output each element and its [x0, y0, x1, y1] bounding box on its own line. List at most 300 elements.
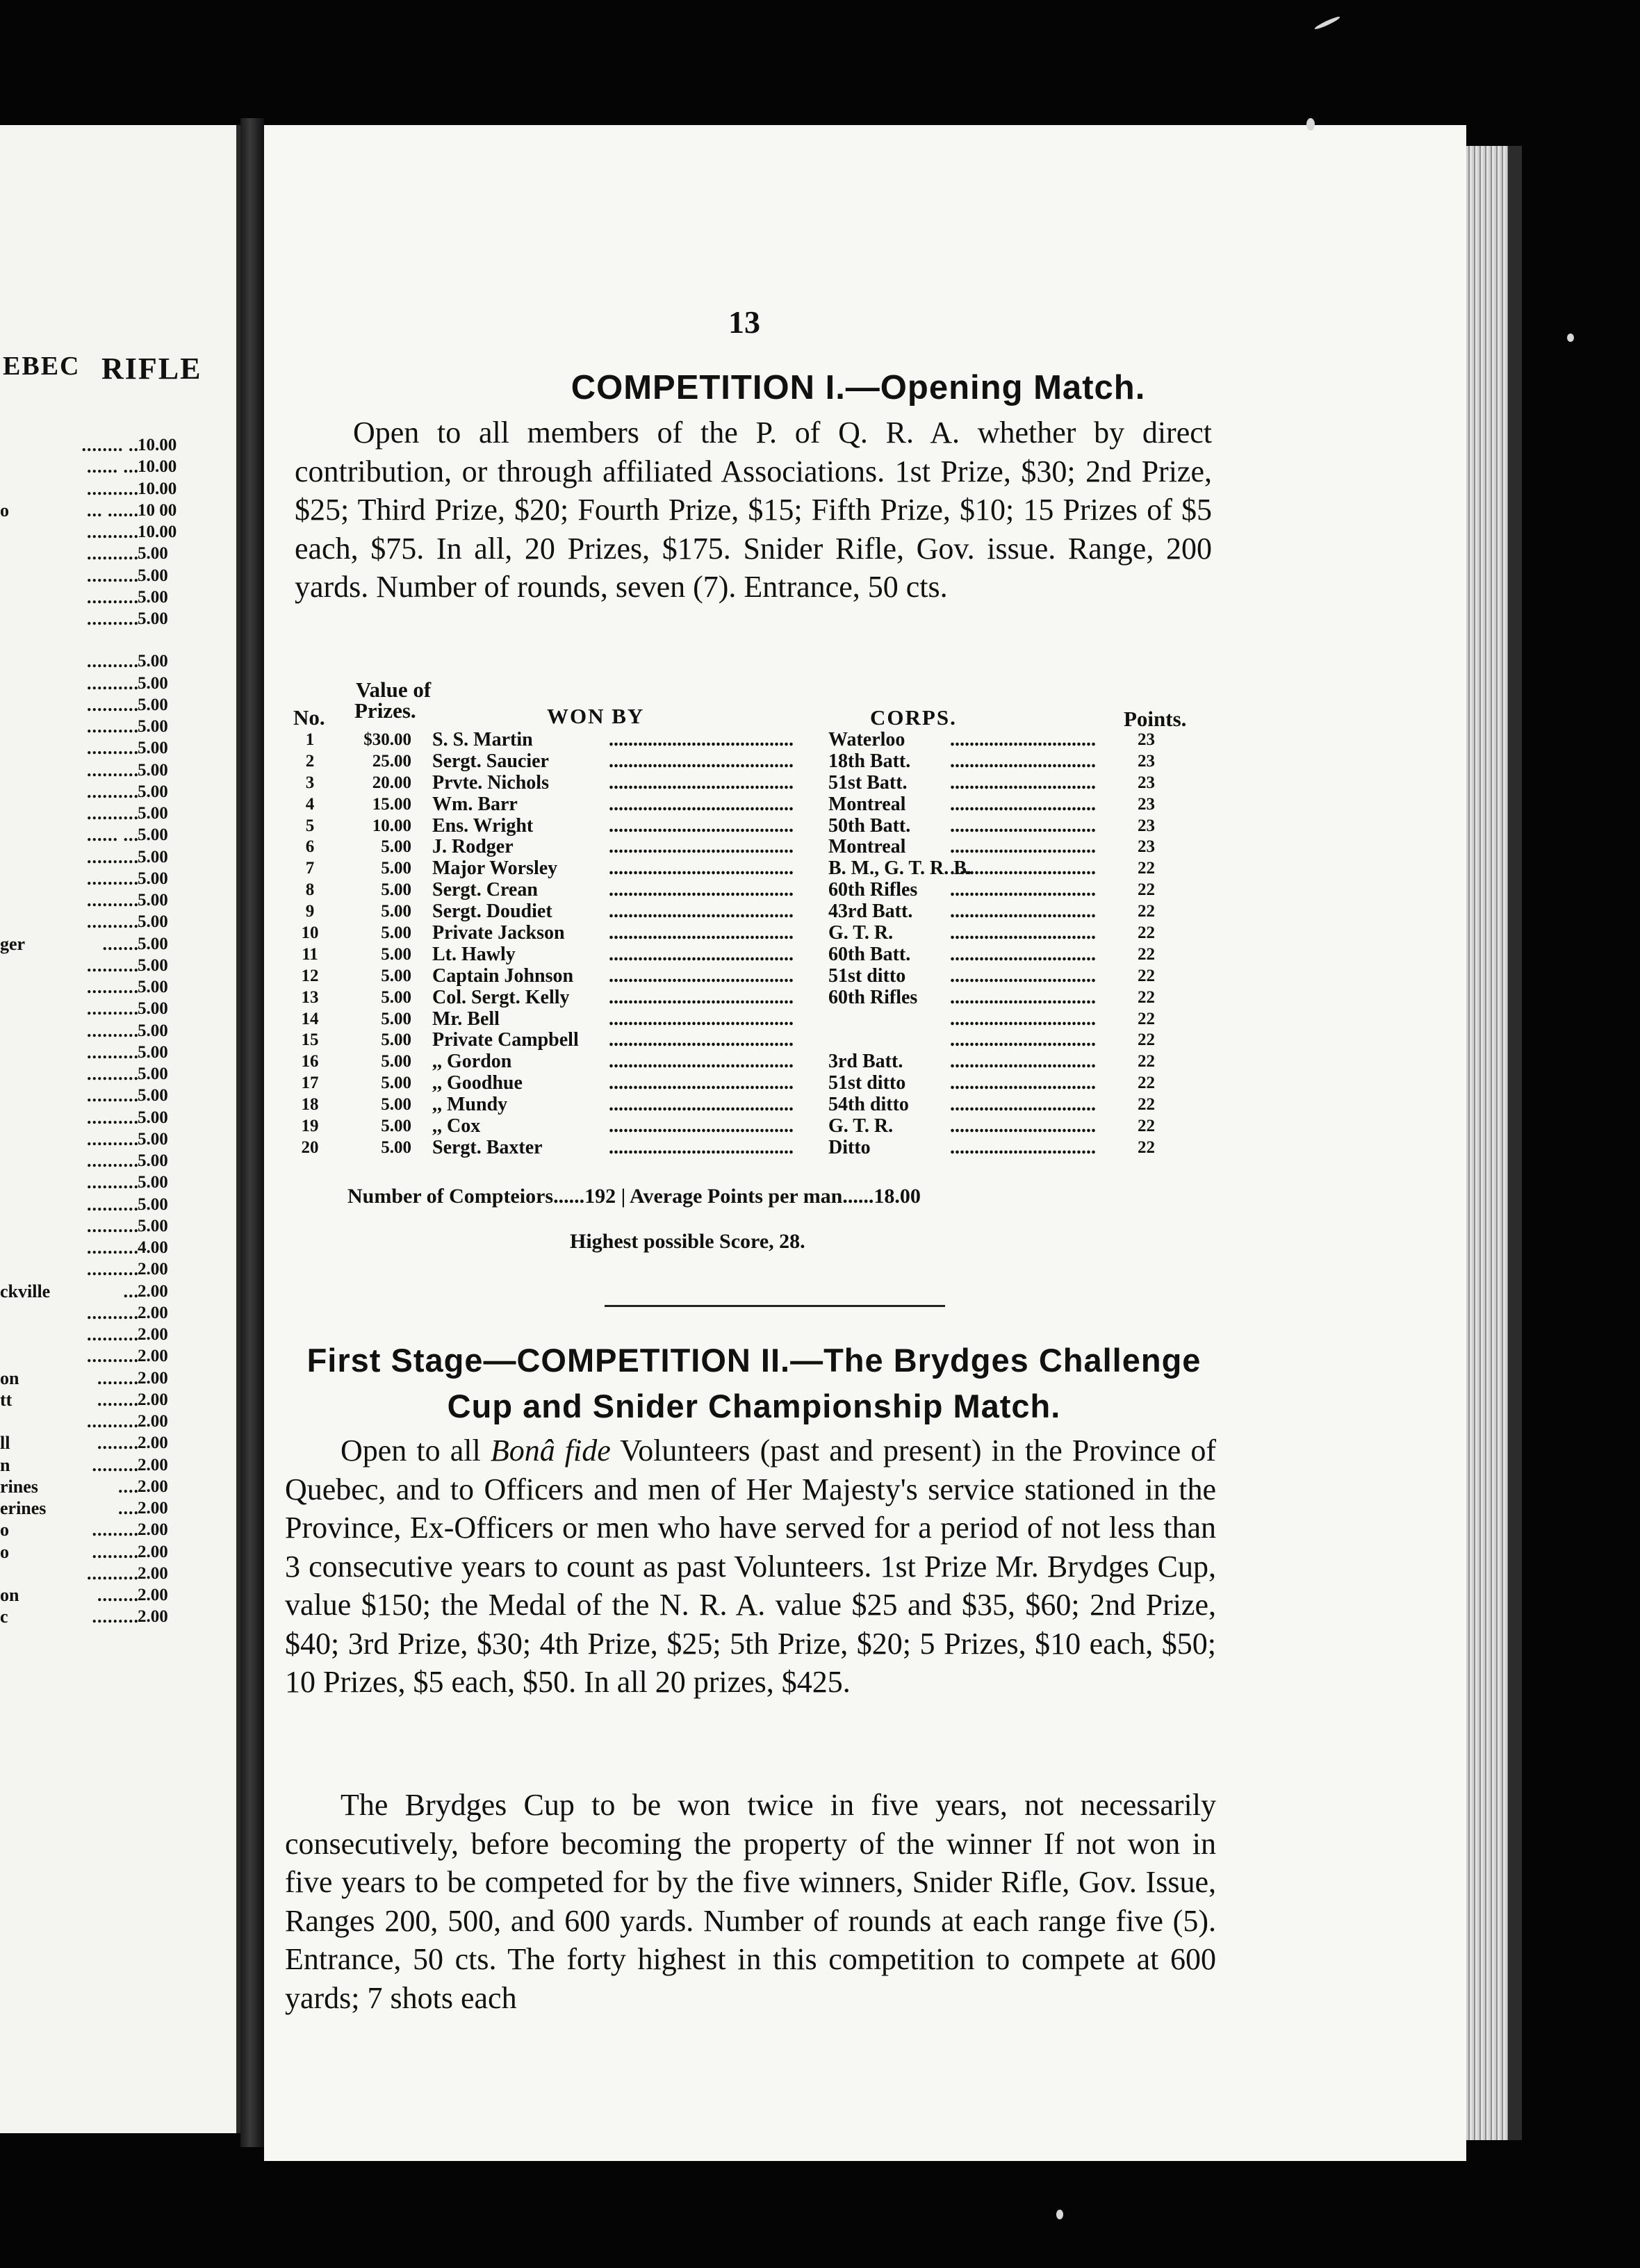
facing-row-leader: .......... — [87, 1151, 139, 1171]
table-row — [293, 966, 1224, 987]
cell-no: 16 — [301, 1052, 319, 1071]
facing-page-row — [0, 434, 202, 456]
cell-no: 18 — [301, 1095, 319, 1115]
facing-page-row — [0, 1107, 202, 1128]
facing-row-leader: .... — [118, 1476, 139, 1497]
facing-page-gap — [0, 630, 202, 650]
facing-row-leader: .......... — [87, 1128, 139, 1149]
dot-leader: .............................. — [950, 880, 1096, 901]
dot-leader: .............................. — [950, 1030, 1096, 1051]
competition-1-description — [295, 413, 1212, 607]
dot-leader: ...................................... — [609, 1073, 794, 1094]
dot-leader: .............................. — [950, 794, 1096, 815]
facing-row-leader: ...... ... — [87, 825, 139, 846]
facing-page-row — [0, 1476, 202, 1497]
facing-row-value: 5.00 — [138, 544, 168, 564]
facing-page-row — [0, 1042, 202, 1063]
facing-row-leader: ... — [123, 1281, 139, 1301]
facing-row-value: 5.00 — [138, 717, 168, 736]
cell-points: 22 — [1138, 1030, 1155, 1050]
facing-page-row — [0, 1389, 202, 1411]
dot-leader: ...................................... — [609, 1137, 794, 1158]
facing-row-value: 5.00 — [138, 1194, 168, 1214]
cell-points: 22 — [1138, 987, 1155, 1007]
facing-row-label: ger — [0, 933, 26, 954]
cell-prize-value: 5.00 — [381, 944, 411, 964]
facing-page-row — [0, 933, 202, 955]
header-corps: CORPS. — [870, 705, 957, 730]
facing-row-value: 5.00 — [138, 999, 168, 1019]
facing-page-row — [0, 1128, 202, 1150]
header-value-line2: Prizes. — [354, 698, 416, 723]
facing-page-row — [0, 955, 202, 976]
cell-prize-value: 5.00 — [381, 1030, 411, 1050]
facing-row-value: 5.00 — [138, 804, 168, 823]
facing-row-value: 5.00 — [138, 760, 168, 780]
cell-prize-value: 10.00 — [372, 816, 411, 835]
facing-row-leader: .......... — [87, 586, 139, 607]
scan-speck — [1056, 2210, 1063, 2219]
facing-row-value: 10.00 — [138, 479, 177, 498]
cell-points: 22 — [1138, 1095, 1155, 1115]
facing-row-leader: ....... — [102, 933, 139, 954]
cell-winner-name: Lt. Hawly — [432, 943, 516, 965]
facing-row-value: 5.00 — [138, 934, 168, 953]
cell-winner-name: Prvte. Nichols — [432, 771, 549, 794]
page-stack-shadow — [1508, 146, 1522, 2140]
page-stack-edge — [1466, 146, 1508, 2140]
facing-page-row — [0, 1432, 202, 1454]
facing-page-row — [0, 1237, 202, 1258]
facing-row-value: 10.00 — [138, 436, 177, 454]
dot-leader: .............................. — [950, 772, 1096, 794]
facing-row-leader: .......... — [87, 694, 139, 715]
facing-row-leader: ......... — [92, 1541, 139, 1562]
facing-page-row — [0, 650, 202, 672]
cell-prize-value: 5.00 — [381, 837, 411, 857]
cell-corps: 51st ditto — [828, 1072, 906, 1094]
competition-2-eligibility — [285, 1431, 1216, 1702]
scan-speck — [1567, 334, 1574, 342]
facing-row-leader: .......... — [87, 1346, 139, 1367]
cell-points: 22 — [1138, 880, 1155, 900]
facing-row-value: 4.00 — [138, 1238, 168, 1257]
facing-row-leader: .......... — [87, 912, 139, 932]
dot-leader: .............................. — [950, 750, 1096, 772]
facing-page-row — [0, 1411, 202, 1432]
facing-page-row — [0, 1584, 202, 1606]
facing-page-row — [0, 781, 202, 803]
cell-winner-name: J. Rodger — [432, 836, 514, 858]
facing-row-leader: .......... — [87, 1172, 139, 1193]
facing-row-leader: .......... — [87, 1302, 139, 1323]
cell-points: 22 — [1138, 923, 1155, 943]
table-row — [293, 1094, 1224, 1116]
cell-corps: 51st Batt. — [828, 771, 908, 794]
facing-page-row — [0, 803, 202, 824]
facing-page-row — [0, 478, 202, 500]
facing-row-value: 5.00 — [138, 1065, 168, 1083]
cell-points: 22 — [1138, 944, 1155, 964]
facing-row-value: 5.00 — [138, 609, 168, 628]
facing-page-row — [0, 1367, 202, 1389]
table-row — [293, 816, 1224, 837]
cell-points: 23 — [1138, 751, 1155, 771]
cell-prize-value: 5.00 — [381, 1074, 411, 1093]
facing-row-label: o — [0, 1541, 9, 1562]
cell-prize-value: 5.00 — [381, 987, 411, 1007]
cell-winner-name: Mr. Bell — [432, 1008, 500, 1030]
cell-prize-value: 5.00 — [381, 1009, 411, 1028]
competition-1-text: Open to all members of the P. of Q. R. A. whether by direct contribution, or through affiliated Associations. 1st Prize, $30; 2nd Prize, $25; Third Prize, $20; Fourth Prize, $15; Fifth Prize, $10; 15 Prizes of $5 each, $75. In all, 20 Prizes, $175. Snider Rifle, Gov. issue. Range, 200 yards. Number of rounds, seven (7). Entrance, 50 cts. — [295, 416, 1212, 604]
cell-winner-name: Major Worsley — [432, 857, 558, 880]
cell-prize-value: 25.00 — [372, 751, 411, 771]
facing-row-leader: ........ — [97, 1433, 139, 1454]
cell-no: 15 — [301, 1030, 319, 1050]
facing-row-label: o — [0, 1520, 9, 1540]
cell-prize-value: 5.00 — [381, 966, 411, 985]
dot-leader: .............................. — [950, 1094, 1096, 1116]
facing-row-leader: .......... — [87, 1085, 139, 1106]
cell-points: 22 — [1138, 966, 1155, 985]
facing-page-row — [0, 543, 202, 564]
facing-row-leader: .......... — [87, 1064, 139, 1084]
competition-2-cup-rules — [285, 1786, 1216, 2017]
facing-header-part-a: EBEC — [3, 352, 81, 381]
cell-no: 1 — [305, 730, 315, 749]
facing-row-value: 2.00 — [138, 1520, 168, 1540]
dot-leader: .............................. — [950, 1051, 1096, 1073]
dot-leader: .............................. — [950, 987, 1096, 1008]
table-row — [293, 730, 1224, 751]
facing-row-leader: .......... — [87, 1324, 139, 1345]
facing-row-label: rines — [0, 1476, 38, 1497]
facing-page-row — [0, 889, 202, 911]
facing-row-value: 2.00 — [138, 1477, 168, 1496]
competition-2-text-a: Open to all — [341, 1433, 491, 1468]
facing-row-value: 5.00 — [138, 912, 168, 932]
dot-leader: .............................. — [950, 1008, 1096, 1030]
cell-corps: Ditto — [828, 1136, 871, 1158]
facing-row-leader: .... — [118, 1498, 139, 1518]
facing-row-value: 5.00 — [138, 1216, 168, 1235]
cell-corps: 43rd Batt. — [828, 901, 913, 923]
facing-row-value: 2.00 — [138, 1563, 168, 1583]
scan-speck — [1314, 15, 1341, 31]
facing-row-leader: ......... — [92, 1520, 139, 1540]
cell-corps: 54th ditto — [828, 1094, 909, 1116]
cell-winner-name: S. S. Martin — [432, 729, 533, 750]
facing-row-leader: ... ...... — [87, 500, 139, 520]
dot-leader: ...................................... — [609, 1008, 794, 1030]
facing-row-label: ckville — [0, 1281, 51, 1301]
scan-speck — [1306, 118, 1315, 131]
facing-row-value: 2.00 — [138, 1499, 168, 1518]
dot-leader: ...................................... — [609, 1116, 794, 1137]
facing-page-row — [0, 521, 202, 543]
cell-prize-value: 5.00 — [381, 880, 411, 900]
dot-leader: ...................................... — [609, 901, 794, 923]
facing-page-row — [0, 1215, 202, 1237]
cell-no: 9 — [305, 902, 315, 921]
cell-winner-name: Sergt. Saucier — [432, 750, 549, 772]
competition-2-italic: Bonâ fide — [490, 1433, 611, 1468]
table-row — [293, 858, 1224, 880]
facing-row-value: 2.00 — [138, 1455, 168, 1474]
facing-row-leader: ........ — [97, 1585, 139, 1605]
facing-row-value: 10.00 — [138, 523, 177, 541]
cell-no: 17 — [301, 1074, 319, 1093]
cell-no: 2 — [305, 751, 315, 771]
facing-page-row — [0, 694, 202, 716]
table-row — [293, 923, 1224, 944]
facing-row-leader: .......... — [87, 890, 139, 910]
facing-page-row — [0, 1194, 202, 1215]
cell-winner-name: Sergt. Doudiet — [432, 901, 552, 923]
header-value-line1: Value of — [356, 677, 432, 702]
dot-leader: .............................. — [950, 837, 1096, 858]
facing-row-leader: ........ — [97, 1367, 139, 1388]
facing-row-value: 5.00 — [138, 869, 168, 888]
cell-corps: 50th Batt. — [828, 814, 911, 837]
facing-row-value: 2.00 — [138, 1586, 168, 1604]
cell-corps: 60th Rifles — [828, 986, 918, 1008]
facing-row-leader: .......... — [87, 543, 139, 564]
facing-row-leader: ......... — [92, 1454, 139, 1475]
cell-no: 3 — [305, 773, 315, 792]
cell-winner-name: ,, Goodhue — [432, 1072, 523, 1094]
dot-leader: ...................................... — [609, 730, 794, 750]
dot-leader: .............................. — [950, 815, 1096, 837]
cell-points: 23 — [1138, 816, 1155, 835]
facing-row-value: 5.00 — [138, 673, 168, 693]
header-points: Points. — [1124, 707, 1187, 731]
facing-page-row — [0, 998, 202, 1019]
cell-no: 10 — [301, 923, 319, 943]
table-row — [293, 1009, 1224, 1030]
table-row — [293, 880, 1224, 901]
table-row — [293, 901, 1224, 923]
cell-points: 22 — [1138, 1052, 1155, 1071]
facing-row-leader: ...... ... — [87, 457, 139, 477]
facing-row-leader: .......... — [87, 738, 139, 759]
dot-leader: ...................................... — [609, 965, 794, 987]
facing-page-row — [0, 1258, 202, 1280]
cell-points: 23 — [1138, 773, 1155, 792]
cell-winner-name: Ens. Wright — [432, 814, 534, 837]
page-number: 13 — [728, 304, 760, 340]
facing-row-value: 2.00 — [138, 1368, 168, 1388]
facing-row-leader: .......... — [87, 478, 139, 499]
facing-row-label: erines — [0, 1498, 47, 1518]
facing-row-leader: .......... — [87, 565, 139, 586]
facing-row-value: 5.00 — [138, 955, 168, 975]
facing-row-value: 5.00 — [138, 782, 168, 801]
facing-page-row — [0, 1324, 202, 1345]
dot-leader: .............................. — [950, 923, 1096, 944]
table-row — [293, 1073, 1224, 1094]
cell-no: 20 — [301, 1137, 319, 1157]
facing-row-value: 2.00 — [138, 1325, 168, 1344]
dot-leader: ...................................... — [609, 880, 794, 901]
facing-row-value: 2.00 — [138, 1433, 168, 1453]
facing-row-label: n — [0, 1454, 10, 1475]
book-page — [264, 125, 1466, 2161]
cell-prize-value: 5.00 — [381, 923, 411, 943]
facing-page-row — [0, 737, 202, 759]
cell-no: 6 — [305, 837, 315, 857]
facing-page-row — [0, 976, 202, 998]
facing-page-row — [0, 1085, 202, 1106]
cell-prize-value: 5.00 — [381, 1117, 411, 1136]
facing-page-row — [0, 500, 202, 521]
facing-row-label: on — [0, 1585, 19, 1605]
dot-leader: .............................. — [950, 944, 1096, 965]
cell-no: 19 — [301, 1117, 319, 1136]
dot-leader: ...................................... — [609, 815, 794, 837]
cell-corps: G. T. R. — [828, 922, 894, 944]
facing-page-row — [0, 1497, 202, 1519]
facing-page-prize-list — [0, 434, 202, 1628]
table-row — [293, 944, 1224, 966]
facing-page-row — [0, 673, 202, 694]
dot-leader: ...................................... — [609, 923, 794, 944]
facing-row-label: tt — [0, 1389, 13, 1410]
facing-row-value: 5.00 — [138, 695, 168, 714]
book-gutter — [240, 118, 264, 2147]
cell-winner-name: Private Jackson — [432, 922, 565, 944]
facing-row-leader: .......... — [87, 955, 139, 976]
facing-row-value: 2.00 — [138, 1390, 168, 1409]
facing-row-value: 5.00 — [138, 587, 168, 607]
cell-winner-name: Col. Sergt. Kelly — [432, 986, 570, 1008]
facing-page-row — [0, 1454, 202, 1476]
facing-row-value: 2.00 — [138, 1542, 168, 1561]
dot-leader: ...................................... — [609, 858, 794, 880]
facing-row-value: 10.00 — [138, 457, 177, 477]
facing-row-value: 2.00 — [138, 1260, 168, 1279]
table-row — [293, 773, 1224, 794]
cell-corps: B. M., G. T. R. B. — [828, 857, 971, 880]
cell-no: 11 — [302, 944, 318, 964]
dot-leader: ...................................... — [609, 944, 794, 965]
table-row — [293, 1116, 1224, 1137]
competition-2-rules-text: The Brydges Cup to be won twice in five years, not necessarily consecutively, before becoming the property of the winner If not won in five years to be competed for by the five winners, Snider Rifle, Gov. Issue, Ranges 200, 500, and 600 yards. Number of rounds at each range five (5). Entrance, 50 cts. The forty highest in this competition to compete at 600 yards; 7 shots each — [285, 1788, 1216, 2015]
facing-row-leader: .......... — [87, 1107, 139, 1128]
dot-leader: ...................................... — [609, 987, 794, 1008]
facing-row-leader: .......... — [87, 1042, 139, 1062]
cell-winner-name: ,, Cox — [432, 1115, 481, 1137]
facing-row-leader: .......... — [87, 1194, 139, 1215]
facing-row-value: 2.00 — [138, 1607, 168, 1627]
cell-no: 4 — [305, 794, 315, 814]
cell-no: 12 — [301, 966, 319, 985]
facing-header-part-b: RIFLE — [101, 352, 202, 386]
facing-row-value: 5.00 — [138, 1042, 168, 1062]
facing-page-row — [0, 911, 202, 932]
table-row — [293, 794, 1224, 816]
facing-row-value: 10 00 — [138, 500, 177, 520]
cell-winner-name: Sergt. Crean — [432, 879, 538, 901]
competition-2-title: First Stage—COMPETITION II.—The Brydges Challenge Cup and Snider Championship Match. — [306, 1342, 1202, 1424]
facing-page-row — [0, 1150, 202, 1172]
facing-row-leader: ......... — [92, 1606, 139, 1627]
header-won-by: WON BY — [547, 704, 645, 728]
cell-corps: 60th Batt. — [828, 943, 911, 965]
results-rows — [293, 730, 1224, 1159]
cell-winner-name: Sergt. Baxter — [432, 1136, 543, 1158]
cell-corps: Waterloo — [828, 729, 905, 750]
dot-leader: ...................................... — [609, 794, 794, 815]
dot-leader: .............................. — [950, 858, 1096, 880]
cell-corps: Montreal — [828, 793, 906, 815]
cell-corps: Montreal — [828, 836, 906, 858]
table-row — [293, 1051, 1224, 1073]
facing-page-row — [0, 824, 202, 846]
facing-row-leader: .......... — [87, 1411, 139, 1431]
dot-leader: .............................. — [950, 730, 1096, 750]
facing-page-row — [0, 716, 202, 737]
dot-leader: .............................. — [950, 965, 1096, 987]
facing-row-leader: .......... — [87, 716, 139, 737]
facing-row-value: 5.00 — [138, 1021, 168, 1040]
facing-row-leader: .......... — [87, 1563, 139, 1584]
facing-page-row — [0, 1172, 202, 1193]
facing-page-row — [0, 565, 202, 586]
facing-row-leader: .......... — [87, 846, 139, 867]
facing-page-row — [0, 1063, 202, 1085]
dot-leader: .............................. — [950, 1073, 1096, 1094]
facing-row-leader: .......... — [87, 803, 139, 823]
facing-row-value: 5.00 — [138, 1151, 168, 1170]
cell-points: 22 — [1138, 1074, 1155, 1093]
facing-row-leader: .......... — [87, 522, 139, 542]
cell-prize-value: 5.00 — [381, 859, 411, 878]
cell-winner-name: ,, Mundy — [432, 1094, 508, 1116]
cell-points: 22 — [1138, 1117, 1155, 1136]
competition-2-text-b: Volunteers (past and present) in the Province of Quebec, and to Officers and men of Her Majesty's service stationed in the Province, Ex-Officers or men who have served for a period of not less than 3 consecutive years to count as past Volunteers. 1st Prize Mr. Brydges Cup, value $150; the Medal of the N. R. A. value $25 and $35, $60; 2nd Prize, $40; 3rd Prize, $30; 4th Prize, $25; 5th Prize, $20; 5 Prizes, $10 each, $50; 10 Prizes, $5 each, $50. In all 20 prizes, $425. — [285, 1433, 1216, 1699]
facing-row-value: 5.00 — [138, 566, 168, 585]
facing-row-leader: .......... — [87, 868, 139, 889]
cell-corps: 18th Batt. — [828, 750, 911, 772]
competition-1-title: COMPETITION I.—Opening Match. — [571, 369, 1146, 406]
facing-row-value: 5.00 — [138, 652, 168, 671]
table-row — [293, 987, 1224, 1009]
facing-row-value: 2.00 — [138, 1303, 168, 1322]
facing-page-row — [0, 608, 202, 630]
cell-no: 7 — [305, 859, 315, 878]
cell-points: 23 — [1138, 837, 1155, 857]
dot-leader: ...................................... — [609, 772, 794, 794]
facing-row-leader: .......... — [87, 673, 139, 693]
facing-row-value: 5.00 — [138, 825, 168, 845]
facing-row-leader: .......... — [87, 1215, 139, 1236]
cell-winner-name: Captain Johnson — [432, 964, 574, 987]
dot-leader: .............................. — [950, 1137, 1096, 1158]
dot-leader: ...................................... — [609, 1030, 794, 1051]
cell-prize-value: 5.00 — [381, 1137, 411, 1157]
facing-page-row — [0, 1563, 202, 1584]
facing-page-row — [0, 1519, 202, 1540]
facing-row-value: 5.00 — [138, 1108, 168, 1127]
facing-row-value: 2.00 — [138, 1347, 168, 1366]
facing-page-row — [0, 1302, 202, 1324]
cell-corps: 60th Rifles — [828, 879, 918, 901]
dot-leader: ...................................... — [609, 837, 794, 858]
facing-row-value: 2.00 — [138, 1281, 168, 1301]
facing-row-label: o — [0, 500, 9, 520]
facing-row-leader: ........ — [97, 1389, 139, 1410]
